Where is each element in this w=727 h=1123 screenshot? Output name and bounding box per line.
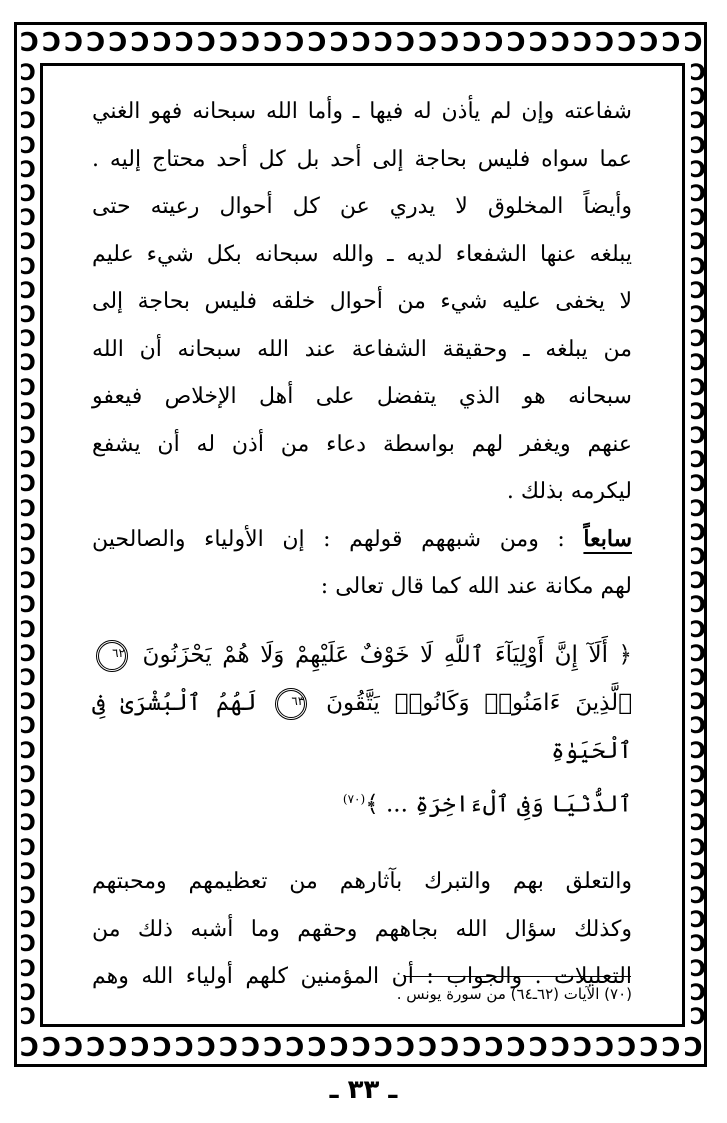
quran-line: [92, 775, 632, 829]
border-ornament-icon: Ɔ: [197, 1033, 217, 1063]
border-ornament-icon: Ɔ: [263, 1033, 283, 1063]
border-ornament-icon: Ɔ: [689, 520, 707, 546]
text-line: وأيضاً المخلوق لا يدري عن كل أحوال رعيته حتى: [92, 194, 632, 219]
border-ornament-icon: Ɔ: [174, 28, 194, 58]
border-ornament-icon: Ɔ: [689, 424, 707, 450]
border-ornament-icon: Ɔ: [19, 448, 37, 474]
border-ornament-icon: Ɔ: [19, 762, 37, 788]
border-ornament-icon: Ɔ: [19, 980, 37, 1006]
border-ornament-icon: Ɔ: [418, 1033, 438, 1063]
border-ornament-icon: Ɔ: [263, 28, 283, 58]
border-ornament-icon: Ɔ: [689, 375, 707, 401]
border-ornament-icon: Ɔ: [19, 714, 37, 740]
border-ornament-icon: Ɔ: [440, 1033, 460, 1063]
border-ornament-icon: Ɔ: [19, 206, 37, 232]
border-ornament-icon: Ɔ: [108, 28, 128, 58]
border-ornament-icon: Ɔ: [19, 472, 37, 498]
text-line: لهم مكانة عند الله كما قال تعالى :: [320, 574, 632, 599]
border-ornament-icon: Ɔ: [19, 859, 37, 885]
text-line: من يبلغه ـ وحقيقة الشفاعة عند الله سبحانه أن الله: [92, 336, 632, 362]
border-ornament-icon: Ɔ: [462, 1033, 482, 1063]
border-ornament-icon: Ɔ: [689, 327, 707, 353]
border-ornament-icon: Ɔ: [307, 28, 327, 58]
border-ornament-icon: Ɔ: [19, 617, 37, 643]
text-line: سبحانه هو الذي يتفضل على أهل الإخلاص فيعفو: [92, 384, 632, 409]
border-ornament-icon: Ɔ: [551, 28, 571, 58]
border-ornament-icon: Ɔ: [689, 472, 707, 498]
section-heading: سابعاً: [583, 525, 632, 552]
border-ornament-icon: Ɔ: [528, 1033, 548, 1063]
border-ornament-icon: Ɔ: [152, 28, 172, 58]
border-ornament-icon: Ɔ: [689, 1004, 707, 1030]
text-line: والتعلق بهم والتبرك بآثارهم من تعظيمهم ومحبتهم: [92, 869, 632, 895]
border-ornament-icon: Ɔ: [19, 569, 37, 595]
border-ornament-icon: Ɔ: [689, 883, 707, 909]
verse-number-marker: ٦٢: [96, 640, 128, 672]
paragraph-1: [92, 88, 632, 611]
border-ornament-icon: Ɔ: [19, 254, 37, 280]
border-ornament-icon: Ɔ: [689, 666, 707, 692]
border-ornament-icon: Ɔ: [19, 278, 37, 304]
border-ornament-icon: Ɔ: [595, 1033, 615, 1063]
paragraph-2: [92, 858, 632, 1001]
footnote-reference: (٧٠): [342, 791, 366, 806]
border-ornament-icon: Ɔ: [19, 908, 37, 934]
border-ornament-icon: Ɔ: [19, 835, 37, 861]
border-ornament-icon: Ɔ: [19, 593, 37, 619]
border-ornament-icon: Ɔ: [689, 956, 707, 982]
border-ornament-icon: Ɔ: [689, 182, 707, 208]
border-ornament-icon: Ɔ: [130, 28, 150, 58]
page-text: [92, 88, 632, 1001]
footnote: (٧٠) الآيات (٦٢ـ٦٤) من سورة يونس .: [396, 985, 632, 1003]
border-ornament-icon: Ɔ: [689, 980, 707, 1006]
border-ornament-icon: Ɔ: [689, 399, 707, 425]
border-ornament-icon: Ɔ: [19, 738, 37, 764]
border-ornament-icon: Ɔ: [551, 1033, 571, 1063]
border-ornament-icon: Ɔ: [219, 28, 239, 58]
border-ornament-icon: Ɔ: [689, 714, 707, 740]
border-ornament-icon: Ɔ: [689, 617, 707, 643]
ornamental-border-left: [16, 62, 40, 1030]
text-line: وكذلك سؤال الله بجاههم وحقهم وما أشبه ذلك من: [92, 916, 632, 942]
border-ornament-icon: Ɔ: [689, 254, 707, 280]
border-ornament-icon: Ɔ: [689, 835, 707, 861]
border-ornament-icon: Ɔ: [689, 351, 707, 377]
quran-text: ٱلَّذِينَ ءَامَنُوا۟ وَكَانُوا۟ يَتَّقُونَ: [326, 689, 632, 716]
page-number: ـ ٣٣ ـ: [329, 1075, 398, 1105]
border-ornament-icon: Ɔ: [396, 28, 416, 58]
border-ornament-icon: Ɔ: [661, 28, 681, 58]
border-ornament-icon: Ɔ: [639, 1033, 659, 1063]
border-ornament-icon: Ɔ: [19, 85, 37, 111]
border-ornament-icon: Ɔ: [506, 28, 526, 58]
border-ornament-icon: Ɔ: [689, 206, 707, 232]
border-ornament-icon: Ɔ: [689, 448, 707, 474]
border-ornament-icon: Ɔ: [418, 28, 438, 58]
border-ornament-icon: Ɔ: [689, 908, 707, 934]
border-ornament-icon: Ɔ: [689, 62, 707, 86]
border-ornament-icon: Ɔ: [689, 811, 707, 837]
border-ornament-icon: Ɔ: [19, 133, 37, 159]
border-ornament-icon: Ɔ: [19, 641, 37, 667]
quran-text: ﴿ أَلَآ إِنَّ أَوْلِيَآءَ ٱللَّهِ لَا خَوْفٌ عَلَيْهِمْ وَلَا هُمْ يَحْزَنُونَ: [142, 641, 632, 668]
border-ornament-icon: Ɔ: [64, 1033, 84, 1063]
border-ornament-icon: Ɔ: [617, 1033, 637, 1063]
border-ornament-icon: Ɔ: [19, 399, 37, 425]
border-ornament-icon: Ɔ: [108, 1033, 128, 1063]
ornamental-border-bottom: [20, 1031, 703, 1065]
border-ornament-icon: Ɔ: [19, 327, 37, 353]
border-ornament-icon: Ɔ: [462, 28, 482, 58]
section-intro-line: [92, 516, 632, 564]
text-line: ليكرمه بذلك .: [506, 479, 632, 504]
border-ornament-icon: Ɔ: [307, 1033, 327, 1063]
border-ornament-icon: Ɔ: [197, 28, 217, 58]
border-ornament-icon: Ɔ: [19, 62, 37, 86]
border-ornament-icon: Ɔ: [689, 157, 707, 183]
border-ornament-icon: Ɔ: [42, 28, 62, 58]
border-ornament-icon: Ɔ: [19, 496, 37, 522]
border-ornament-icon: Ɔ: [19, 230, 37, 256]
border-ornament-icon: Ɔ: [506, 1033, 526, 1063]
border-ornament-icon: Ɔ: [86, 1033, 106, 1063]
border-ornament-icon: Ɔ: [573, 1033, 593, 1063]
border-ornament-icon: Ɔ: [440, 28, 460, 58]
border-ornament-icon: Ɔ: [285, 1033, 305, 1063]
border-ornament-icon: Ɔ: [351, 28, 371, 58]
border-ornament-icon: Ɔ: [19, 545, 37, 571]
border-ornament-icon: Ɔ: [689, 109, 707, 135]
ornamental-border-right: [686, 62, 710, 1030]
quran-text: لَهُمُ ٱلْبُشْرَىٰ فِى ٱلْحَيَوٰةِ: [92, 689, 632, 764]
quran-line: [92, 679, 632, 775]
text-line: عما سواه فليس بحاجة إلى أحد بل كل أحد محتاج إليه .: [92, 146, 632, 172]
border-ornament-icon: Ɔ: [528, 28, 548, 58]
border-ornament-icon: Ɔ: [689, 545, 707, 571]
verse-number-marker: ٦٣: [275, 688, 307, 720]
border-ornament-icon: Ɔ: [689, 738, 707, 764]
quran-line: [92, 631, 632, 679]
border-ornament-icon: Ɔ: [689, 859, 707, 885]
border-ornament-icon: Ɔ: [174, 1033, 194, 1063]
border-ornament-icon: Ɔ: [19, 1004, 37, 1030]
border-ornament-icon: Ɔ: [329, 28, 349, 58]
border-ornament-icon: Ɔ: [19, 375, 37, 401]
border-ornament-icon: Ɔ: [689, 762, 707, 788]
border-ornament-icon: Ɔ: [683, 1033, 703, 1063]
border-ornament-icon: Ɔ: [689, 278, 707, 304]
border-ornament-icon: Ɔ: [689, 641, 707, 667]
border-ornament-icon: Ɔ: [64, 28, 84, 58]
section-intro-text: : ومن شبههم قولهم : إن الأولياء والصالحين: [92, 526, 584, 552]
border-ornament-icon: Ɔ: [19, 303, 37, 329]
border-ornament-icon: Ɔ: [484, 1033, 504, 1063]
text-line: يبلغه عنها الشفعاء لديه ـ والله سبحانه بكل شيء عليم: [92, 241, 632, 267]
border-ornament-icon: Ɔ: [351, 1033, 371, 1063]
border-ornament-icon: Ɔ: [19, 932, 37, 958]
border-ornament-icon: Ɔ: [19, 956, 37, 982]
border-ornament-icon: Ɔ: [689, 85, 707, 111]
quran-quote: [92, 631, 632, 829]
footnote-divider: [405, 976, 631, 977]
text-line: شفاعته وإن لم يأذن له فيها ـ وأما الله سبحانه فهو الغني: [92, 99, 632, 124]
border-ornament-icon: Ɔ: [573, 28, 593, 58]
border-ornament-icon: Ɔ: [689, 303, 707, 329]
border-ornament-icon: Ɔ: [19, 424, 37, 450]
border-ornament-icon: Ɔ: [42, 1033, 62, 1063]
border-ornament-icon: Ɔ: [20, 1033, 40, 1063]
text-line: عنهم ويغفر لهم بواسطة دعاء من أذن له أن يشفع: [92, 431, 632, 457]
border-ornament-icon: Ɔ: [19, 811, 37, 837]
border-ornament-icon: Ɔ: [689, 230, 707, 256]
border-ornament-icon: Ɔ: [20, 28, 40, 58]
text-line: التعليلات . والجواب : أن المؤمنين كلهم أولياء الله وهم: [92, 964, 632, 990]
border-ornament-icon: Ɔ: [19, 520, 37, 546]
border-ornament-icon: Ɔ: [19, 109, 37, 135]
border-ornament-icon: Ɔ: [374, 28, 394, 58]
ornamental-border-top: [20, 26, 703, 60]
border-ornament-icon: Ɔ: [219, 1033, 239, 1063]
border-ornament-icon: Ɔ: [152, 1033, 172, 1063]
border-ornament-icon: Ɔ: [689, 932, 707, 958]
border-ornament-icon: Ɔ: [689, 787, 707, 813]
border-ornament-icon: Ɔ: [484, 28, 504, 58]
border-ornament-icon: Ɔ: [396, 1033, 416, 1063]
border-ornament-icon: Ɔ: [130, 1033, 150, 1063]
quran-text: ٱلدُّنْيَا وَفِى ٱلْءَاخِرَةِ ... ﴾: [365, 791, 632, 818]
border-ornament-icon: Ɔ: [241, 28, 261, 58]
border-ornament-icon: Ɔ: [689, 569, 707, 595]
border-ornament-icon: Ɔ: [86, 28, 106, 58]
border-ornament-icon: Ɔ: [19, 787, 37, 813]
border-ornament-icon: Ɔ: [19, 351, 37, 377]
border-ornament-icon: Ɔ: [617, 28, 637, 58]
border-ornament-icon: Ɔ: [689, 133, 707, 159]
border-ornament-icon: Ɔ: [19, 157, 37, 183]
border-ornament-icon: Ɔ: [241, 1033, 261, 1063]
border-ornament-icon: Ɔ: [19, 182, 37, 208]
border-ornament-icon: Ɔ: [639, 28, 659, 58]
text-line: لا يخفى عليه شيء من أحوال خلقه فليس بحاجة إلى: [92, 289, 632, 314]
border-ornament-icon: Ɔ: [285, 28, 305, 58]
border-ornament-icon: Ɔ: [19, 690, 37, 716]
border-ornament-icon: Ɔ: [595, 28, 615, 58]
border-ornament-icon: Ɔ: [374, 1033, 394, 1063]
border-ornament-icon: Ɔ: [689, 690, 707, 716]
border-ornament-icon: Ɔ: [329, 1033, 349, 1063]
border-ornament-icon: Ɔ: [683, 28, 703, 58]
border-ornament-icon: Ɔ: [661, 1033, 681, 1063]
border-ornament-icon: Ɔ: [19, 883, 37, 909]
border-ornament-icon: Ɔ: [689, 496, 707, 522]
border-ornament-icon: Ɔ: [689, 593, 707, 619]
border-ornament-icon: Ɔ: [19, 666, 37, 692]
